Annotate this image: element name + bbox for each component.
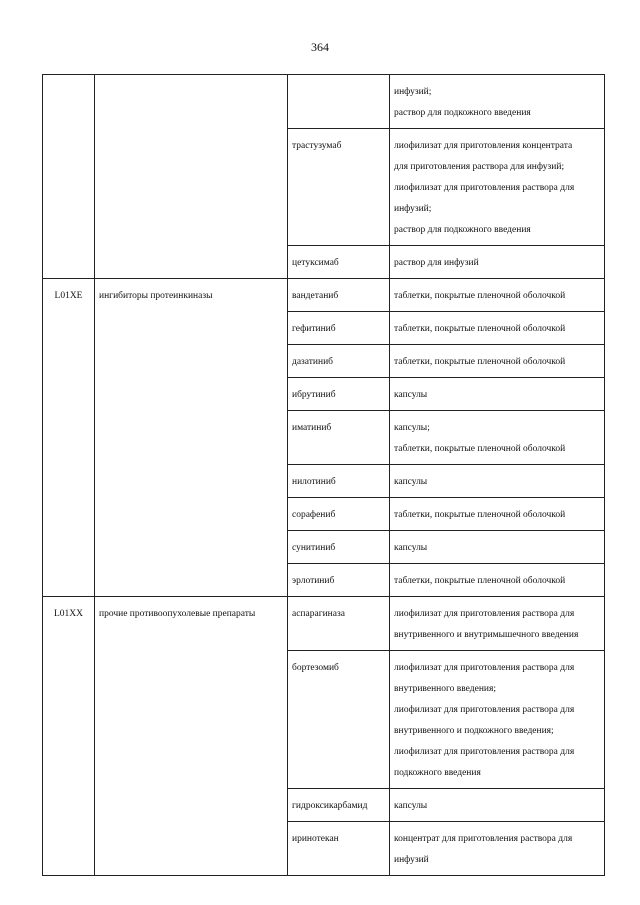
drug-name-cell: ибрутиниб: [288, 378, 390, 411]
dosage-form-line: лиофилизат для приготовления раствора для: [394, 705, 575, 715]
dosage-form-cell: [390, 465, 605, 498]
dosage-form-line: капсулы: [394, 477, 428, 487]
dosage-form-cell: [390, 345, 605, 378]
dosage-form-line: таблетки, покрытые пленочной оболочкой: [394, 357, 566, 367]
dosage-form-line: инфузий: [394, 855, 429, 865]
dosage-form-line: для приготовления раствора для инфузий;: [394, 162, 565, 172]
table-row: [43, 75, 605, 129]
atc-code-cell: L01XX: [43, 597, 95, 876]
dosage-form-cell: [390, 597, 605, 651]
dosage-form-cell: [390, 312, 605, 345]
dosage-form-line: лиофилизат для приготовления концентрата: [394, 141, 573, 151]
dosage-form-line: раствор для инфузий: [394, 258, 479, 268]
dosage-form-line: таблетки, покрытые пленочной оболочкой: [394, 291, 566, 301]
dosage-form-line: таблетки, покрытые пленочной оболочкой: [394, 444, 566, 454]
page-number: 364: [311, 40, 329, 54]
drug-name-cell: аспарагиназа: [288, 597, 390, 651]
dosage-form-line: таблетки, покрытые пленочной оболочкой: [394, 510, 566, 520]
dosage-form-cell: [390, 531, 605, 564]
dosage-form-line: капсулы;: [394, 423, 430, 433]
dosage-form-line: лиофилизат для приготовления раствора для: [394, 747, 575, 757]
dosage-form-line: подкожного введения: [394, 768, 481, 778]
table-row: [43, 279, 605, 312]
drug-name-cell: нилотиниб: [288, 465, 390, 498]
dosage-form-line: лиофилизат для приготовления раствора для: [394, 609, 575, 619]
drug-name-cell: трастузумаб: [288, 129, 390, 246]
dosage-form-cell: [390, 564, 605, 597]
dosage-form-line: раствор для подкожного введения: [394, 108, 531, 118]
dosage-form-line: лиофилизат для приготовления раствора для: [394, 183, 575, 193]
dosage-form-cell: [390, 498, 605, 531]
dosage-form-line: внутривенного и подкожного введения;: [394, 726, 554, 736]
drug-name-cell: сунитиниб: [288, 531, 390, 564]
pharmacological-group-cell: [95, 75, 288, 279]
drug-name-cell: гидроксикарбамид: [288, 789, 390, 822]
drug-name-cell: гефитиниб: [288, 312, 390, 345]
atc-code-cell: [43, 75, 95, 279]
dosage-form-line: капсулы: [394, 390, 428, 400]
drug-name-cell: вандетаниб: [288, 279, 390, 312]
pharmacological-group-cell: прочие противоопухолевые препараты: [95, 597, 288, 876]
dosage-form-cell: [390, 651, 605, 789]
drug-name-cell: бортезомиб: [288, 651, 390, 789]
dosage-form-line: капсулы: [394, 543, 428, 553]
table-body: [43, 75, 605, 876]
dosage-form-cell: [390, 75, 605, 129]
drug-table: [42, 74, 605, 876]
dosage-form-line: инфузий;: [394, 204, 432, 214]
dosage-form-line: концентрат для приготовления раствора для: [394, 834, 573, 844]
dosage-form-line: инфузий;: [394, 87, 432, 97]
dosage-form-cell: [390, 822, 605, 876]
dosage-form-cell: [390, 246, 605, 279]
dosage-form-cell: [390, 129, 605, 246]
dosage-form-cell: [390, 279, 605, 312]
dosage-form-cell: [390, 789, 605, 822]
dosage-form-line: лиофилизат для приготовления раствора для: [394, 663, 575, 673]
dosage-form-line: внутривенного и внутримышечного введения: [394, 630, 579, 640]
dosage-form-line: капсулы: [394, 801, 428, 811]
drug-name-cell: цетуксимаб: [288, 246, 390, 279]
drug-name-cell: эрлотиниб: [288, 564, 390, 597]
drug-name-cell: дазатиниб: [288, 345, 390, 378]
pharmacological-group-cell: ингибиторы протеинкиназы: [95, 279, 288, 597]
dosage-form-cell: [390, 411, 605, 465]
dosage-form-line: таблетки, покрытые пленочной оболочкой: [394, 576, 566, 586]
dosage-form-cell: [390, 378, 605, 411]
drug-name-cell: сорафениб: [288, 498, 390, 531]
dosage-form-line: таблетки, покрытые пленочной оболочкой: [394, 324, 566, 334]
drug-name-cell: иматиниб: [288, 411, 390, 465]
dosage-form-line: внутривенного введения;: [394, 684, 497, 694]
table-row: [43, 597, 605, 651]
atc-code-cell: L01XE: [43, 279, 95, 597]
dosage-form-line: раствор для подкожного введения: [394, 225, 531, 235]
drug-name-cell: [288, 75, 390, 129]
drug-name-cell: иринотекан: [288, 822, 390, 876]
